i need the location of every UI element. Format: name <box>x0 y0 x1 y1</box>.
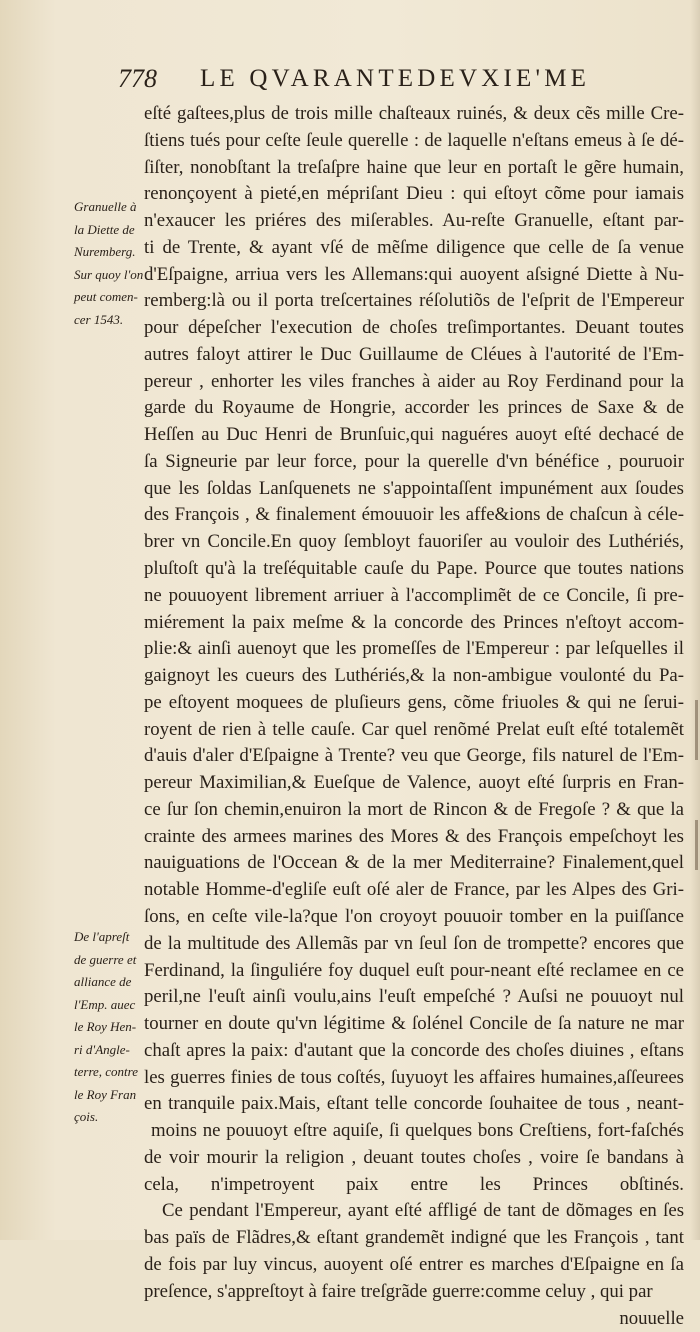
text-line: ſa Signeurie par leur force, pour la querelle d'vn bénéfice , pouruoir <box>144 450 684 472</box>
margin-note-granvelle <box>74 196 150 331</box>
margin-note-line: l'Emp. auec <box>74 996 136 1012</box>
margin-note-apprest <box>74 926 150 1129</box>
text-line: Heſſen au Duc Henri de Brunſuic,qui naguéres auoyt eſté dechacé de <box>144 424 684 446</box>
body-text <box>144 101 684 1332</box>
text-line: des François , & finalement émouuoir les affe&ions de chaſcun à céle- <box>144 504 684 526</box>
text-line: notable Homme-d'egliſe euſt oſé aler de France, par les Alpes des Gri- <box>144 879 684 901</box>
text-line: eſté gaſtees,plus de trois mille chaſteaux ruinés, & deux cẽs mille Cre- <box>144 103 684 124</box>
text-line: d'Eſpaigne, arriua vers les Allemans:qui auoyent aſsigné Diette à Nu- <box>144 263 684 285</box>
text-line: plie:& ainſi auenoyt que les promeſſes de l'Empereur : par leſquelles il <box>144 638 684 660</box>
text-line: ſons, en ceſte vile-la?que l'on croyoyt pouuoir tomber en la puiſſance <box>144 905 684 927</box>
text-line: pour dépeſcher l'execution de choſes treſimportantes. Deuant toutes <box>144 317 684 339</box>
margin-note-line: alliance de <box>74 974 132 989</box>
catchword: nouuelle <box>619 1307 684 1329</box>
text-line: garde du Royaume de Hongrie, accorder les princes de Saxe & de <box>144 397 684 419</box>
text-line <box>144 1198 684 1305</box>
text-line: crainte des armees marines des Mores & des François empeſchoyt les <box>144 825 684 847</box>
margin-note-line: çois. <box>74 1109 99 1124</box>
paragraph-text: Ce pendant l'Empereur, ayant eſté affligé de tant de dõmages en ſes bas païs de Flãdres,& eſtant grandemẽt indigné que les François , tant de fois par luy vincus, auoyent oſé entrer es marches d'Eſpaigne en ſa preſence, s'appreſtoyt à faire treſgrãde guerre:comme celuy , qui par <box>144 1200 684 1302</box>
text-line: les guerres finies de tous coſtés, ſuyuoyt les affaires humaines,aſſeurees <box>144 1066 684 1088</box>
margin-note-line: terre, contre <box>74 1064 139 1079</box>
text-line: en tranquile paix.Mais, eſtant telle concorde ſouhaitee de tous , neant- <box>144 1093 684 1115</box>
margin-note-line: la Diette de <box>74 221 135 237</box>
text-line: tourner en doute qu'vn légitime & ſolénel Concile de ſa nature ne mar <box>144 1013 684 1035</box>
text-line: ſtiens tués pour ceſte ſeule querelle : de laquelle n'eſtans emeus à ſe dé- <box>144 129 684 151</box>
margin-note-line: de guerre et <box>74 951 137 967</box>
text-line: cela, n'impetroyent paix entre les Princes obſtinés. <box>144 1173 684 1195</box>
page-edge-mark <box>695 820 698 870</box>
text-line: pe eſtoyent moquees de pluſieurs gens, cõme friuoles & qui ne ſerui- <box>144 691 684 713</box>
text-line: chaſt apres la paix: d'autant que la concorde des choſes diuines , eſtans <box>144 1039 684 1061</box>
text-line: ſiſter, nonobſtant la treſaſpre haine que leur en portaſt le gẽre humain, <box>144 156 684 178</box>
text-line: gaignoyt les cueurs des Luthériés,& la non-ambigue voulonté du Pa- <box>144 665 684 687</box>
text-line: royent de rien à telle cauſe. Car quel renõmé Prelat euſt eſté totalemẽt <box>144 718 684 740</box>
margin-note-line: le Roy Hen- <box>74 1019 137 1034</box>
margin-note-line: ri d'Angle- <box>74 1041 130 1057</box>
margin-note-line: le Roy Fran <box>74 1086 137 1102</box>
margin-note-line: peut comen- <box>74 289 138 304</box>
text-line: que les ſoldas Lanſquenets ne s'appointaſſent impunément aux ſoudes <box>144 477 684 499</box>
text-line: brer vn Concile.En quoy ſembloyt fauoriſer au vouloir des Luthériés, <box>144 531 684 553</box>
text-line: renonçoyent à pieté,en mépriſant Dieu : qui eſtoyt cõme pour iamais <box>144 183 684 205</box>
running-title: LE QVARANTEDEVXIE'ME <box>200 65 591 92</box>
text-line: autres faloyt attirer le Duc Guillaume de Cléues à l'autorité de l'Em- <box>144 343 684 365</box>
text-line: ce ſur ſon chemin,enuiron la mort de Rincon & de Fregoſe ? & que la <box>144 798 684 820</box>
text-line: d'auis d'aler d'Eſpaigne à Trente? veu que George, fils naturel de l'Em- <box>144 745 684 767</box>
page-gutter-shadow <box>690 0 700 1240</box>
margin-note-line: De l'apreſt <box>74 929 130 944</box>
text-line: ti de Trente, & ayant vſé de mẽſme diligence que celle de ſa venue <box>144 236 684 258</box>
page-edge-mark <box>695 700 698 760</box>
text-line: Ferdinand, la ſinguliére foy duquel euſt pour-neant eſté reclamee en ce <box>144 959 684 981</box>
text-line: de la multitude des Allemãs par vn ſeul ſon de trompette? encores que <box>144 932 684 954</box>
text-line: pereur , enhorter les viles franches à aider au Roy Ferdinand pour la <box>144 370 684 392</box>
margin-note-line: Sur quoy l'on <box>74 266 144 282</box>
margin-note-line: Nuremberg. <box>74 244 136 259</box>
text-line: miérement la paix meſme & la concorde des Princes n'eſtoyt accom- <box>144 611 684 633</box>
margin-note-line: cer 1543. <box>74 311 124 327</box>
text-line: n'exaucer les priéres des miſerables. Au-reſte Granuelle, eſtant par- <box>144 210 684 232</box>
text-line: de voir mourir la religion , deuant toutes choſes , voire ſe bandans à <box>144 1146 684 1168</box>
text-line: nauiguations de l'Occean & de la mer Mediterraine? Finalement,quel <box>144 852 684 874</box>
text-line: ne pouuoyent librement arriuer à l'accomplimẽt de ce Concile, ſi pre- <box>144 584 684 606</box>
running-head <box>118 62 678 96</box>
margin-note-line: Granuelle à <box>74 199 137 214</box>
text-line: remberg:là ou il porta treſcertaines réſolutiõs de l'eſprit de l'Empereur <box>144 290 684 312</box>
text-line: moins ne pouuoyt eſtre aquiſe, ſi quelques bons Creſtiens, fort-faſchés <box>151 1120 684 1142</box>
text-line: peril,ne l'euſt ainſi voulu,ains l'euſt empeſché ? Auſsi ne pouuoyt nul <box>144 986 684 1008</box>
text-line: pereur Maximilian,& Eueſque de Valence, auoyt eſté ſurpris en Fran- <box>144 772 684 794</box>
page-number: 778 <box>118 64 157 93</box>
text-line: pluſtoſt qu'à la treſéquitable cauſe du Pape. Pource que toutes nations <box>144 558 684 580</box>
